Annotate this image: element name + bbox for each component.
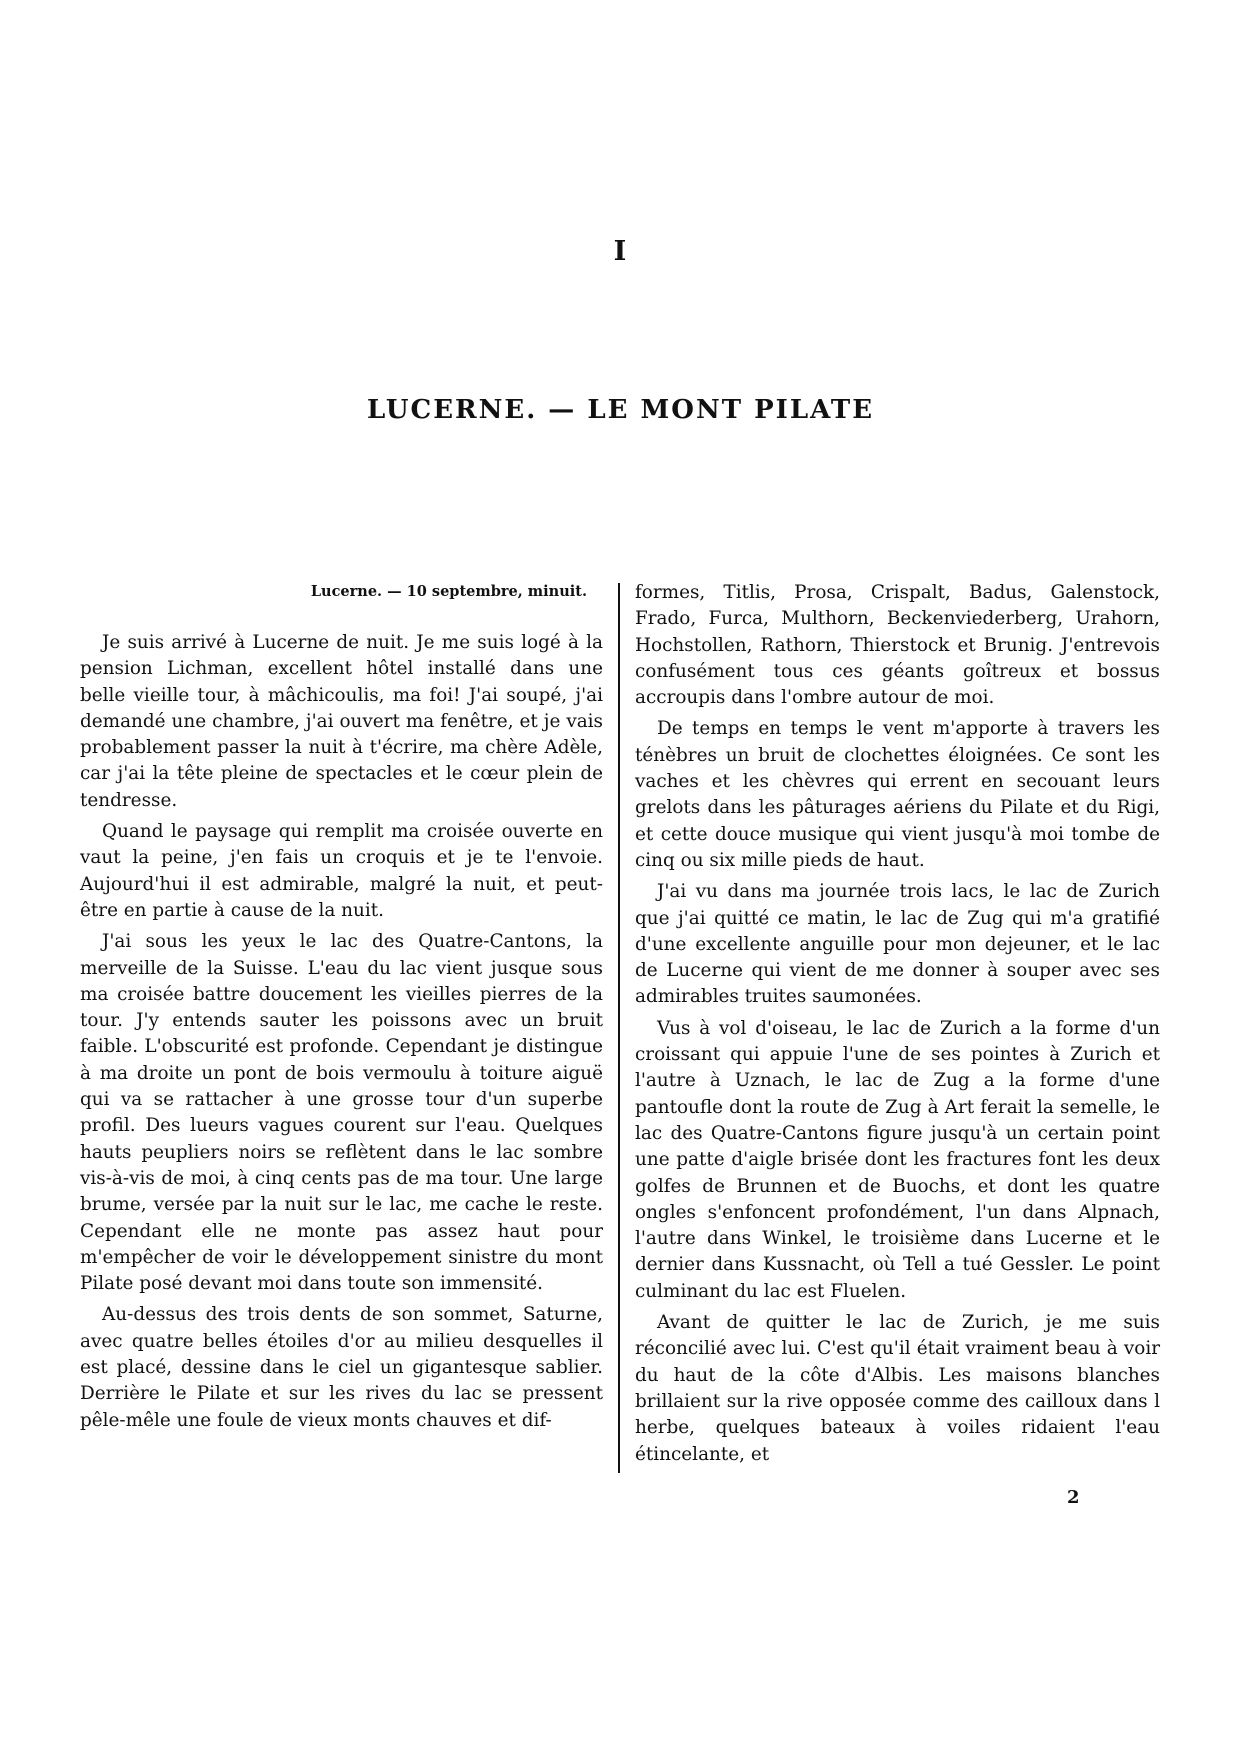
dateline: Lucerne. — 10 septembre, minuit. [310, 583, 587, 600]
chapter-title: LUCERNE. — LE MONT PILATE [366, 395, 875, 425]
column-divider [618, 583, 620, 1473]
left-column [80, 582, 603, 1439]
paragraph: Avant de quitter le lac de Zurich, je me suis réconcilié avec lui. C'est qu'il était vraiment beau à voir du haut de la côte d'Albis. Les maisons blanches brillaient sur la rive opposée comme des cailloux dans l herbe, quelques bateaux à voiles ridaient l'eau étincelante, et [635, 1312, 1160, 1465]
paragraph: Au-dessus des trois dents de son sommet, Saturne, avec quatre belles étoiles d'or au milieu desquelles il est placé, dessine dans le ciel un gigantesque sablier. Derrière le Pilate et sur les rives du lac se pressent pêle-mêle une foule de vieux monts chauves et dif- [80, 1304, 603, 1431]
paragraph: Vus à vol d'oiseau, le lac de Zurich a la forme d'un croissant qui appuie l'une de ses pointes à Zurich et l'autre à Uznach, le lac de Zug a la forme d'une pantoufle dont la route de Zug à Art ferait la semelle, le lac des Quatre-Cantons figure jusqu'à un certain point une patte d'aigle brisée dont les fractures font les deux golfes de Brunnen et de Buochs, et dont les quatre ongles s'enfoncent profondément, l'un dans Alpnach, l'autre dans Winkel, le troisième dans Lucerne et le dernier dans Kussnacht, où Tell a tué Gessler. Le point culminant du lac est Fluelen. [635, 1017, 1160, 1302]
page-number: 2 [1067, 1487, 1080, 1508]
paragraph: De temps en temps le vent m'apporte à travers les ténèbres un bruit de clochettes éloignées. Ce sont les vaches et les chèvres qui errent en secouant leurs grelots dans les pâturages aériens du Pilate et du Rigi, et cette douce musique qui vient jusqu'à moi tombe de cinq ou six mille pieds de haut. [635, 718, 1160, 871]
right-column [635, 580, 1160, 1473]
paragraph: Quand le paysage qui remplit ma croisée ouverte en vaut la peine, j'en fais un croquis et je te l'envoie. Aujourd'hui il est admirable, malgré la nuit, et peut-être en partie à cause de la nuit. [80, 821, 603, 921]
paragraph: J'ai vu dans ma journée trois lacs, le lac de Zurich que j'ai quitté ce matin, le lac de Zug qui m'a gratifié d'une excellente anguille pour mon dejeuner, et le lac de Lucerne qui vient de me donner à souper avec ses admirables truites saumonées. [635, 881, 1160, 1008]
chapter-number: I [613, 236, 628, 267]
paragraph: Je suis arrivé à Lucerne de nuit. Je me suis logé à la pension Lichman, excellent hôtel installé dans une belle vieille tour, à mâchicoulis, ma foi! J'ai soupé, j'ai demandé une chambre, j'ai ouvert ma fenêtre, et je vais probablement passer la nuit à t'écrire, ma chère Adèle, car j'ai la tête pleine de spectacles et le cœur plein de tendresse. [80, 632, 603, 811]
paragraph: J'ai sous les yeux le lac des Quatre-Cantons, la merveille de la Suisse. L'eau du lac vient jusque sous ma croisée battre doucement les vieilles pierres de la tour. J'y entends sauter les poissons avec un bruit faible. L'obscurité est profonde. Cependant je distingue à ma droite un pont de bois vermoulu à toiture aiguë qui va se rattacher à une grosse tour d'un superbe profil. Des lueurs vagues courent sur l'eau. Quelques hauts peupliers noirs se reflètent dans le lac sombre vis-à-vis de moi, à cinq cents pas de ma tour. Une large brume, versée par la nuit sur le lac, me cache le reste. Cependant elle ne monte pas assez haut pour m'empêcher de voir le développement sinistre du mont Pilate posé devant moi dans toute son immensité. [80, 931, 603, 1295]
paragraph: formes, Titlis, Prosa, Crispalt, Badus, Galenstock, Frado, Furca, Multhorn, Beckenviederberg, Urahorn, Hochstollen, Rathorn, Thierstock et Brunig. J'entrevois confusément tous ces géants goîtreux et bossus accroupis dans l'ombre autour de moi. [635, 582, 1160, 709]
